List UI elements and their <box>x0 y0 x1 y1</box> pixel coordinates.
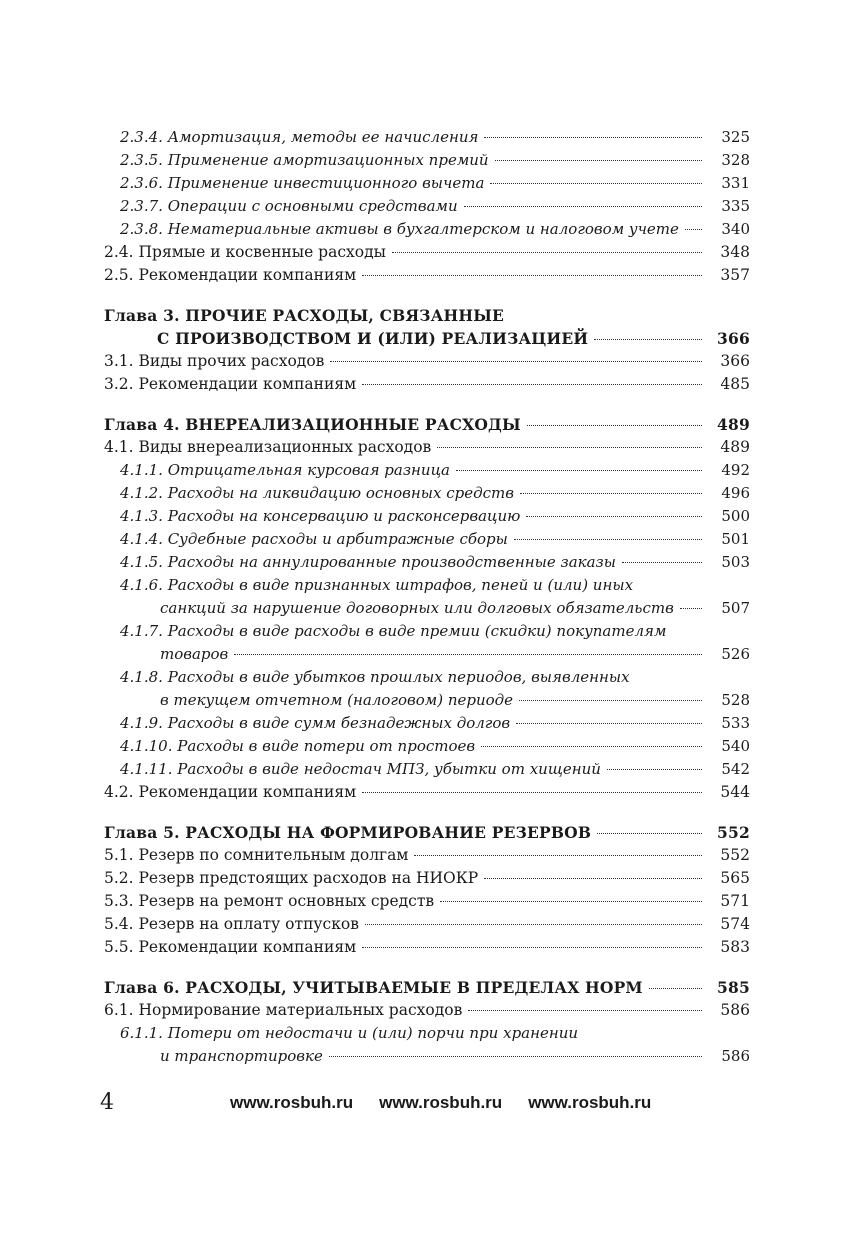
entry-title: 4.2. Рекомендации компаниям <box>104 783 357 801</box>
page-number: 552 <box>720 846 750 864</box>
toc-entry-4-1-3[interactable] <box>104 505 750 528</box>
chapter-3-heading-line1[interactable] <box>104 304 750 327</box>
entry-title: 4.1.10. Расходы в виде потери от простоев <box>120 737 476 755</box>
page-number: 340 <box>721 220 750 238</box>
page-number: 366 <box>717 329 750 348</box>
dot-leader <box>514 539 702 540</box>
page-number: 583 <box>720 938 750 956</box>
dot-leader <box>362 792 702 793</box>
entry-title: 4.1.1. Отрицательная курсовая разница <box>120 461 450 479</box>
chapter-3-heading-line2[interactable] <box>104 327 750 350</box>
page-number: 544 <box>720 783 750 801</box>
page-number: 574 <box>720 915 750 933</box>
toc-entry-6-1-1-line2[interactable] <box>104 1045 750 1068</box>
entry-title: 5.2. Резерв предстоящих расходов на НИОКР <box>104 869 479 887</box>
toc-entry-4-1-8-line1[interactable] <box>104 666 750 689</box>
entry-title: 4.1.5. Расходы на аннулированные производственные заказы <box>120 553 616 571</box>
toc-entry-4-1-4[interactable] <box>104 528 750 551</box>
toc-entry-2-3-6[interactable] <box>104 172 750 195</box>
dot-leader <box>464 206 702 207</box>
dot-leader <box>437 447 702 448</box>
page-number: 542 <box>721 760 750 778</box>
entry-title: 6.1. Нормирование материальных расходов <box>104 1001 463 1019</box>
toc-entry-4-1-11[interactable] <box>104 758 750 781</box>
dot-leader <box>649 988 702 989</box>
entry-title: 6.1.1. Потери от недостачи и (или) порчи при хранении <box>120 1024 579 1042</box>
toc-entry-4-1-5[interactable] <box>104 551 750 574</box>
dot-leader <box>456 470 702 471</box>
toc-entry-4-1-9[interactable] <box>104 712 750 735</box>
toc-entry-2-4[interactable] <box>104 241 750 264</box>
page-number: 503 <box>721 553 750 571</box>
toc-entry-3-1[interactable] <box>104 350 750 373</box>
dot-leader <box>495 160 702 161</box>
dot-leader <box>392 252 702 253</box>
entry-title: 4.1.9. Расходы в виде сумм безнадежных долгов <box>120 714 511 732</box>
dot-leader <box>516 723 702 724</box>
footer-url-link[interactable]: www.rosbuh.ru <box>528 1093 652 1112</box>
dot-leader <box>234 654 702 655</box>
page-number: 485 <box>720 375 750 393</box>
entry-title: 4.1.8. Расходы в виде убытков прошлых периодов, выявленных <box>120 668 630 686</box>
dot-leader <box>597 833 702 834</box>
toc-entry-2-3-5[interactable] <box>104 149 750 172</box>
dot-leader <box>330 361 702 362</box>
toc-entry-4-1-7-line1[interactable] <box>104 620 750 643</box>
page-number: 492 <box>721 461 750 479</box>
entry-title: 5.4. Резерв на оплату отпусков <box>104 915 359 933</box>
toc-entry-2-3-8[interactable] <box>104 218 750 241</box>
page-number: 528 <box>721 691 750 709</box>
page-footer <box>100 1090 760 1116</box>
page-number: 565 <box>720 869 750 887</box>
page-number: 348 <box>720 243 750 261</box>
page-number: 328 <box>721 151 750 169</box>
page-number: 526 <box>721 645 750 663</box>
footer-urls <box>230 1093 677 1113</box>
toc-entry-6-1-1-line1[interactable] <box>104 1022 750 1045</box>
page-number: 496 <box>721 484 750 502</box>
toc-entry-5-3[interactable] <box>104 890 750 913</box>
entry-title: 2.3.5. Применение амортизационных премий <box>120 151 489 169</box>
dot-leader <box>362 947 702 948</box>
dot-leader <box>329 1056 702 1057</box>
chapter-title: Глава 3. ПРОЧИЕ РАСХОДЫ, СВЯЗАННЫЕ <box>104 306 505 325</box>
toc-entry-4-1-10[interactable] <box>104 735 750 758</box>
chapter-title: С ПРОИЗВОДСТВОМ И (ИЛИ) РЕАЛИЗАЦИЕЙ <box>157 329 589 348</box>
page-number: 533 <box>721 714 750 732</box>
dot-leader <box>607 769 702 770</box>
toc-entry-4-1-1[interactable] <box>104 459 750 482</box>
entry-title: товаров <box>160 645 229 663</box>
dot-leader <box>468 1010 702 1011</box>
entry-title: 4.1.7. Расходы в виде расходы в виде премии (скидки) покупателям <box>120 622 667 640</box>
toc-entry-4-1[interactable] <box>104 436 750 459</box>
table-of-contents <box>104 126 750 1068</box>
toc-entry-5-5[interactable] <box>104 936 750 959</box>
entry-title: 2.4. Прямые и косвенные расходы <box>104 243 386 261</box>
toc-entry-4-1-8-line2[interactable] <box>104 689 750 712</box>
entry-title: санкций за нарушение договорных или долговых обязательств <box>160 599 674 617</box>
page-number: 489 <box>720 438 750 456</box>
dot-leader <box>365 924 702 925</box>
footer-url-link[interactable]: www.rosbuh.ru <box>379 1093 503 1112</box>
toc-entry-5-4[interactable] <box>104 913 750 936</box>
page-number: 366 <box>720 352 750 370</box>
entry-title: в текущем отчетном (налоговом) периоде <box>160 691 514 709</box>
entry-title: 5.3. Резерв на ремонт основных средств <box>104 892 435 910</box>
toc-entry-5-1[interactable] <box>104 844 750 867</box>
dot-leader <box>594 339 702 340</box>
entry-title: 3.1. Виды прочих расходов <box>104 352 325 370</box>
dot-leader <box>520 493 702 494</box>
chapter-title: Глава 4. ВНЕРЕАЛИЗАЦИОННЫЕ РАСХОДЫ <box>104 415 521 434</box>
entry-title: 2.3.8. Нематериальные активы в бухгалтерском и налоговом учете <box>120 220 679 238</box>
dot-leader <box>481 746 702 747</box>
entry-title: 4.1.6. Расходы в виде признанных штрафов, пеней и (или) иных <box>120 576 634 594</box>
dot-leader <box>490 183 702 184</box>
toc-entry-2-3-7[interactable] <box>104 195 750 218</box>
entry-title: 5.5. Рекомендации компаниям <box>104 938 357 956</box>
dot-leader <box>484 878 702 879</box>
dot-leader <box>414 855 702 856</box>
dot-leader <box>362 275 702 276</box>
toc-entry-4-2[interactable] <box>104 781 750 804</box>
dot-leader <box>519 700 702 701</box>
dot-leader <box>362 384 702 385</box>
entry-title: 2.3.7. Операции с основными средствами <box>120 197 458 215</box>
dot-leader <box>685 229 702 230</box>
dot-leader <box>680 608 702 609</box>
toc-entry-6-1[interactable] <box>104 999 750 1022</box>
entry-title: 4.1.3. Расходы на консервацию и расконсервацию <box>120 507 521 525</box>
page-number: 331 <box>721 174 750 192</box>
page-number: 489 <box>717 415 750 434</box>
footer-page-number: 4 <box>100 1090 114 1115</box>
page-number: 500 <box>721 507 750 525</box>
dot-leader <box>622 562 702 563</box>
toc-entry-5-2[interactable] <box>104 867 750 890</box>
entry-title: 3.2. Рекомендации компаниям <box>104 375 357 393</box>
page-number: 325 <box>721 128 750 146</box>
toc-entry-2-3-4[interactable] <box>104 126 750 149</box>
page-number: 501 <box>721 530 750 548</box>
dot-leader <box>440 901 702 902</box>
page-number: 552 <box>717 823 750 842</box>
page-number: 586 <box>721 1047 750 1065</box>
toc-entry-4-1-6-line1[interactable] <box>104 574 750 597</box>
entry-title: 5.1. Резерв по сомнительным долгам <box>104 846 409 864</box>
entry-title: 4.1. Виды внереализационных расходов <box>104 438 432 456</box>
chapter-4-heading[interactable] <box>104 413 750 436</box>
chapter-6-heading[interactable] <box>104 976 750 999</box>
page-number: 507 <box>721 599 750 617</box>
toc-entry-4-1-7-line2[interactable] <box>104 643 750 666</box>
entry-title: 2.3.6. Применение инвестиционного вычета <box>120 174 485 192</box>
page-number: 540 <box>721 737 750 755</box>
entry-title: 4.1.2. Расходы на ликвидацию основных средств <box>120 484 514 502</box>
page-number: 357 <box>720 266 750 284</box>
entry-title: и транспортировке <box>160 1047 323 1065</box>
chapter-title: Глава 6. РАСХОДЫ, УЧИТЫВАЕМЫЕ В ПРЕДЕЛАХ НОРМ <box>104 978 643 997</box>
page-number: 335 <box>721 197 750 215</box>
dot-leader <box>526 516 702 517</box>
footer-url-link[interactable]: www.rosbuh.ru <box>230 1093 354 1112</box>
chapter-title: Глава 5. РАСХОДЫ НА ФОРМИРОВАНИЕ РЕЗЕРВОВ <box>104 823 592 842</box>
toc-entry-4-1-2[interactable] <box>104 482 750 505</box>
page-number: 571 <box>720 892 750 910</box>
toc-entry-2-5[interactable] <box>104 264 750 287</box>
toc-entry-3-2[interactable] <box>104 373 750 396</box>
page-number: 586 <box>720 1001 750 1019</box>
entry-title: 2.3.4. Амортизация, методы ее начисления <box>120 128 479 146</box>
toc-entry-4-1-6-line2[interactable] <box>104 597 750 620</box>
chapter-5-heading[interactable] <box>104 821 750 844</box>
dot-leader <box>527 425 702 426</box>
page-number: 585 <box>717 978 750 997</box>
entry-title: 2.5. Рекомендации компаниям <box>104 266 357 284</box>
dot-leader <box>484 137 702 138</box>
entry-title: 4.1.11. Расходы в виде недостач МПЗ, убытки от хищений <box>120 760 601 778</box>
entry-title: 4.1.4. Судебные расходы и арбитражные сборы <box>120 530 508 548</box>
